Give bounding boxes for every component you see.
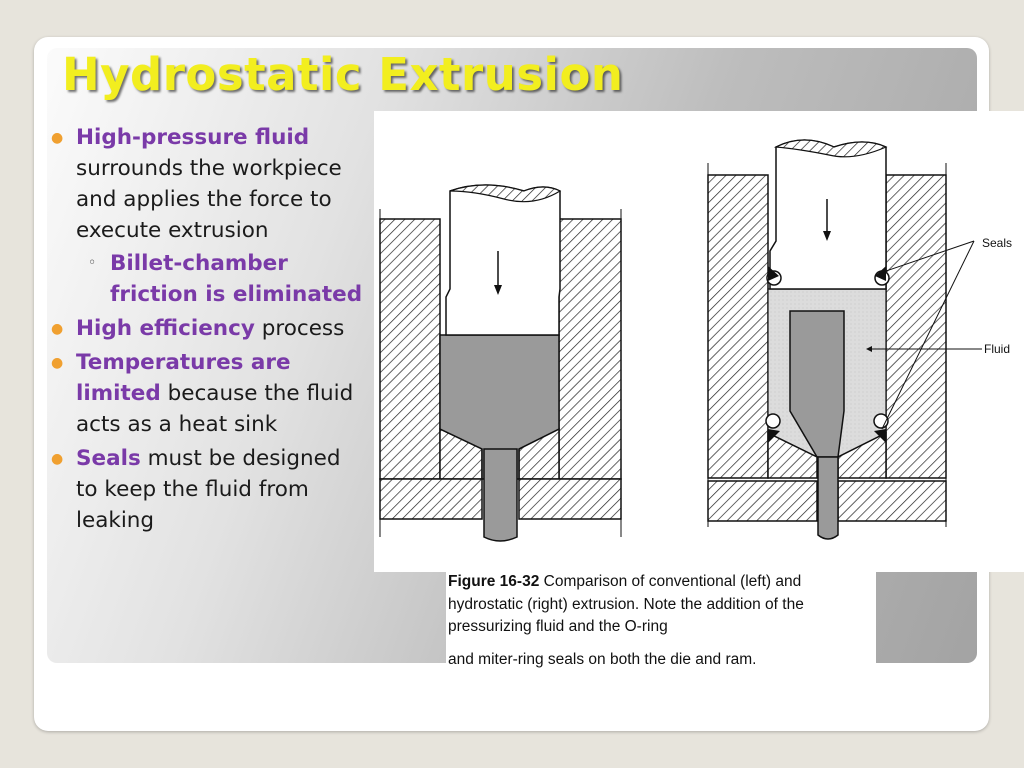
- sub-bullet-item: [78, 248, 366, 310]
- caption-figure-number: Figure 16-32: [448, 573, 540, 590]
- bullet-text: because the fluid acts as a heat sink: [76, 381, 354, 437]
- bullet-dot-icon: ●: [51, 451, 64, 467]
- bullet-accent: Seals: [76, 446, 141, 471]
- bullet-dot-icon: ●: [51, 130, 64, 146]
- caption-last-line: and miter-ring seals on both the die and ram.: [448, 650, 757, 668]
- container-wall-left: [708, 175, 768, 478]
- container-wall-right: [559, 219, 621, 479]
- bullet-text: surrounds the workpiece and applies the force to execute extrusion: [76, 156, 342, 243]
- extrusion-diagram: [374, 111, 1024, 572]
- bullet-accent: High efficiency: [76, 316, 255, 341]
- ring-bullet-icon: ◦: [88, 255, 97, 271]
- figure-caption: [446, 571, 876, 671]
- fluid-label: Fluid: [984, 342, 1011, 356]
- sub-bullet-text: Billet-chamber friction is eliminated: [110, 251, 363, 307]
- bullet-list: [48, 122, 366, 539]
- o-ring-seal: [766, 414, 780, 428]
- base-plate-right: [519, 479, 621, 519]
- container-wall-left: [380, 219, 440, 479]
- bullet-text: process: [261, 316, 345, 341]
- bullet-accent: Temperatures are limited: [76, 350, 291, 406]
- hydrostatic-extrusion-diagram: [708, 140, 1012, 539]
- base-plate-left: [380, 479, 482, 519]
- ram: [446, 185, 560, 335]
- extruded-product: [818, 457, 838, 539]
- base-plate-left: [708, 481, 817, 521]
- slide-title: Hydrostatic Extrusion: [62, 48, 624, 101]
- conventional-extrusion-diagram: [380, 185, 621, 541]
- extrusion-figure: [374, 111, 1024, 572]
- bullet-text: must be designed to keep the fluid from leaking: [76, 446, 341, 533]
- base-plate-right: [838, 481, 946, 521]
- extruded-product: [484, 449, 517, 541]
- bullet-accent: High-pressure fluid: [76, 125, 310, 150]
- seals-label: Seals: [982, 236, 1013, 250]
- bullet-dot-icon: ●: [51, 321, 64, 337]
- bullet-item: [48, 122, 366, 310]
- container-wall-right: [886, 175, 946, 478]
- ram: [770, 140, 886, 289]
- caption-text: Comparison of conventional (left) and hydrostatic (right) extrusion. Note the addition of the pressurizing fluid and the O-ring: [448, 573, 804, 635]
- bullet-item: [48, 443, 366, 536]
- bullet-dot-icon: ●: [51, 355, 64, 371]
- bullet-item: [48, 347, 366, 440]
- bullet-item: [48, 313, 366, 344]
